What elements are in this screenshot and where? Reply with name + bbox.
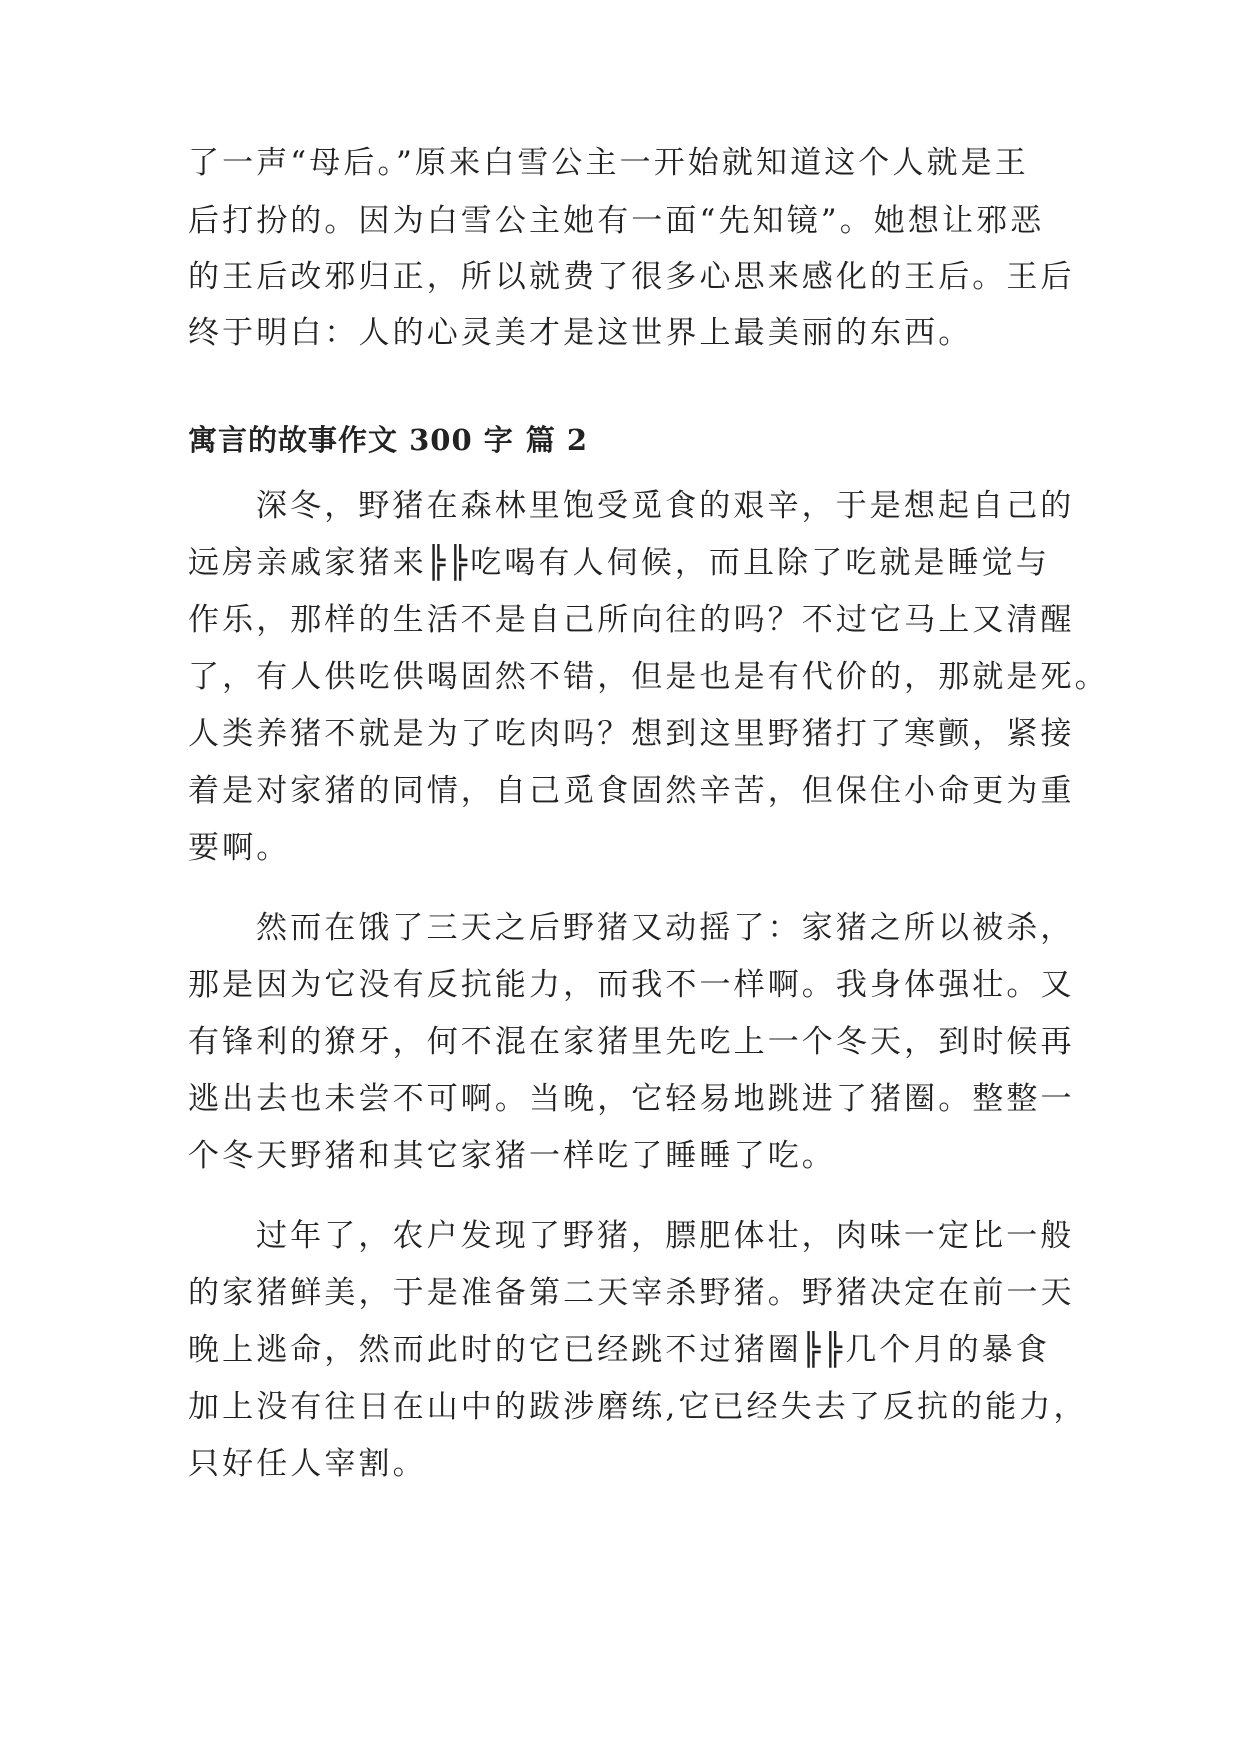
intro-line: 了一声“母后。”原来白雪公主一开始就知道这个人就是王 (188, 145, 1029, 181)
paragraph-line: 晚上逃命，然而此时的它已经跳不过猪圈╠╠几个月的暴食 (188, 1332, 1050, 1368)
section-heading (188, 420, 588, 460)
intro-line: 终于明白：人的心灵美才是这世界上最美丽的东西。 (188, 315, 973, 351)
section-title: 寓言的故事作文 300 字 (188, 423, 514, 457)
paragraph-line: 过年了，农户发现了野猪，膘肥体壮，肉味一定比一般 (256, 1218, 1075, 1254)
paragraph-line: 了，有人供吃供喝固然不错，但是也是有代价的，那就是死。 (188, 659, 1109, 695)
intro-line: 的王后改邪归正，所以就费了很多心思来感化的王后。王后 (188, 259, 1075, 295)
paragraph-line: 深冬，野猪在森林里饱受觅食的艰辛，于是想起自己的 (256, 488, 1075, 524)
paragraph-line: 远房亲戚家猪来╠╠吃喝有人伺候，而且除了吃就是睡觉与 (188, 545, 1050, 581)
section-number: 篇 2 (525, 423, 589, 457)
paragraph-line: 着是对家猪的同情，自己觅食固然辛苦，但保住小命更为重 (188, 773, 1075, 809)
paragraph-line: 然而在饿了三天之后野猪又动摇了：家猪之所以被杀， (256, 910, 1075, 946)
paragraph-line: 有锋利的獠牙，何不混在家猪里先吃上一个冬天，到时候再 (188, 1024, 1075, 1060)
intro-line: 后打扮的。因为白雪公主她有一面“先知镜”。她想让邪恶 (188, 203, 1045, 239)
paragraph-line: 作乐，那样的生活不是自己所向往的吗？不过它马上又清醒 (188, 602, 1075, 638)
paragraph-line: 要啊。 (188, 830, 291, 866)
paragraph-line: 只好任人宰割。 (188, 1446, 427, 1482)
paragraph-line: 人类养猪不就是为了吃肉吗？想到这里野猪打了寒颤，紧接 (188, 716, 1075, 752)
paragraph-line: 加上没有往日在山中的跋涉磨练,它已经失去了反抗的能力， (188, 1389, 1088, 1425)
paragraph-line: 的家猪鲜美，于是准备第二天宰杀野猪。野猪决定在前一天 (188, 1275, 1075, 1311)
paragraph-line: 个冬天野猪和其它家猪一样吃了睡睡了吃。 (188, 1138, 836, 1174)
paragraph-line: 那是因为它没有反抗能力，而我不一样啊。我身体强壮。又 (188, 967, 1075, 1003)
paragraph-line: 逃出去也未尝不可啊。当晚，它轻易地跳进了猪圈。整整一 (188, 1081, 1075, 1117)
